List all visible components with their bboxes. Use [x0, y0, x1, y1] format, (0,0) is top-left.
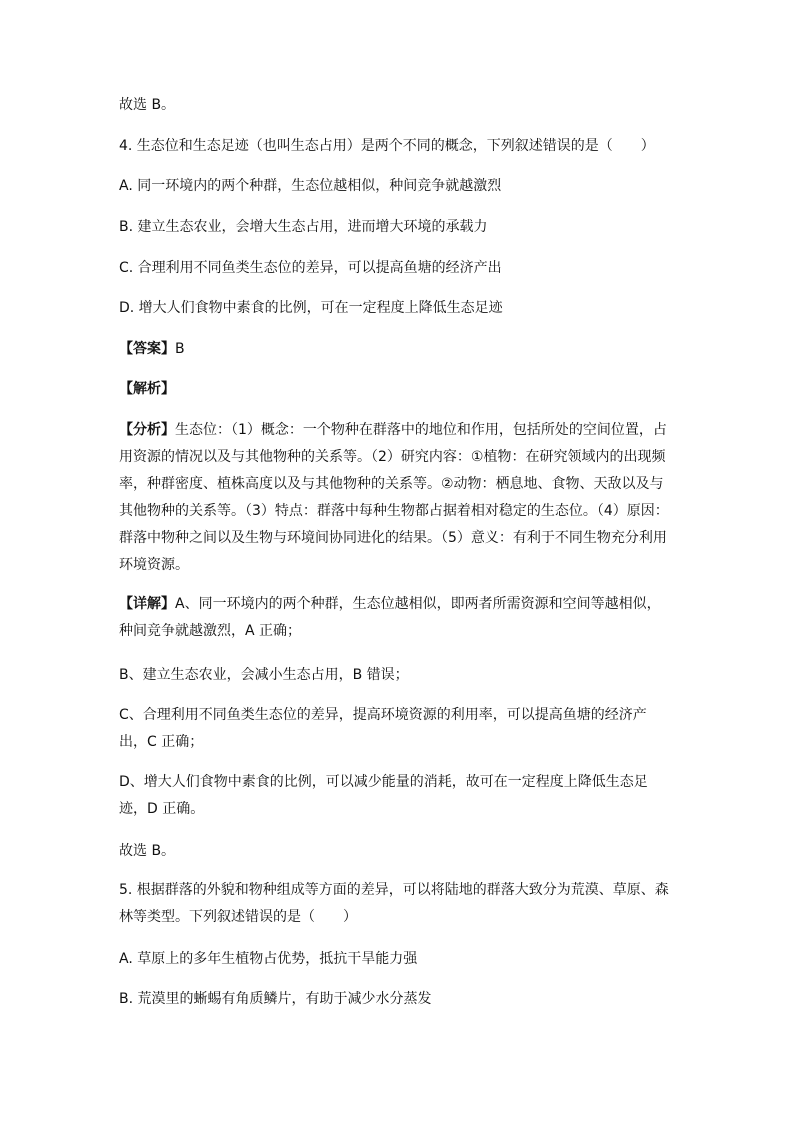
xiangjie-text: A、同一环境内的两个种群，生态位越相似，即两者所需资源和空间等越相似， [175, 596, 661, 612]
xiangjie-line: D、增大人们食物中素食的比例，可以减少能量的消耗，故可在一定程度上降低生态足 [119, 774, 648, 790]
fenxi-line: 其他物种的关系等。（3）特点：群落中每种生物都占据着相对稳定的生态位。（4）原因： [119, 503, 669, 519]
q4-option-d: D. 增大人们食物中素食的比例，可在一定程度上降低生态足迹 [119, 300, 503, 316]
q5-stem-line: 5. 根据群落的外貌和物种组成等方面的差异，可以将陆地的群落大致分为荒漠、草原、森 [119, 882, 669, 898]
fenxi-line: 率，种群密度、植株高度以及与其他物种的关系等。②动物：栖息地、食物、天敌以及与 [119, 476, 664, 492]
fenxi-paragraph [119, 417, 679, 579]
xiangjie-line: C、合理利用不同鱼类生态位的差异，提高环境资源的利用率，可以提高鱼塘的经济产 [119, 707, 647, 723]
q4-answer [119, 340, 185, 358]
q4-conclusion: 故选 B。 [119, 843, 176, 859]
fenxi-text: 生态位：（1）概念：一个物种在群落中的地位和作用，包括所处的空间位置，占 [175, 422, 667, 438]
q4-option-b: B. 建立生态农业，会增大生态占用，进而增大环境的承载力 [119, 219, 488, 235]
analysis-tag: 【解析】 [119, 381, 175, 397]
fenxi-line: 环境资源。 [119, 557, 189, 573]
q4-option-c: C. 合理利用不同鱼类生态位的差异，可以提高鱼塘的经济产出 [119, 260, 502, 276]
xiangjie-line [119, 591, 679, 618]
fenxi-line: 用资源的情况以及与其他物种的关系等。（2）研究内容：①植物：在研究领域内的出现频 [119, 449, 666, 465]
xiangjie-d [119, 769, 679, 823]
q3-conclusion: 故选 B。 [119, 97, 176, 113]
xiangjie-line: 迹，D 正确。 [119, 801, 205, 817]
q5-stem-line: 林等类型。下列叙述错误的是（ ） [119, 909, 357, 925]
answer-value: B [175, 341, 185, 357]
q5-option-b: B. 荒漠里的蜥蜴有角质鳞片，有助于减少水分蒸发 [119, 991, 432, 1007]
xiangjie-a [119, 591, 679, 645]
fenxi-line [119, 417, 679, 444]
q4-option-a: A. 同一环境内的两个种群，生态位越相似，种间竞争就越激烈 [119, 178, 502, 194]
xiangjie-line: 出，C 正确； [119, 734, 204, 750]
q5-stem [119, 877, 679, 931]
xiangjie-line: 种间竞争就越激烈，A 正确； [119, 623, 302, 639]
fenxi-line: 群落中物种之间以及生物与环境间协同进化的结果。（5）意义：有利于不同生物充分利用 [119, 530, 667, 546]
xiangjie-b: B、建立生态农业，会减小生态占用，B 错误； [119, 667, 409, 683]
xiangjie-c [119, 702, 679, 756]
answer-tag: 【答案】 [119, 341, 175, 357]
q5-option-a: A. 草原上的多年生植物占优势，抵抗干旱能力强 [119, 951, 418, 967]
xiangjie-tag: 【详解】 [119, 596, 175, 612]
analysis-heading [119, 380, 175, 398]
q4-stem: 4. 生态位和生态足迹（也叫生态占用）是两个不同的概念，下列叙述错误的是（ ） [119, 138, 655, 154]
fenxi-tag: 【分析】 [119, 422, 175, 438]
